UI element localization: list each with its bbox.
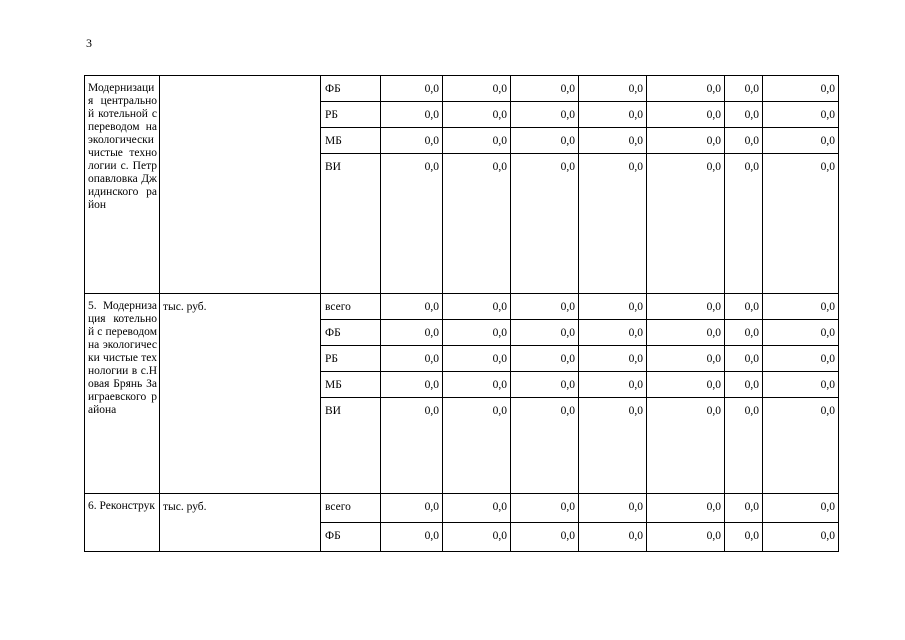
value-cell: 0,0: [511, 154, 579, 294]
value-cell: 0,0: [647, 320, 725, 346]
value-cell: 0,0: [579, 154, 647, 294]
value-cell: 0,0: [579, 523, 647, 552]
value-cell: 0,0: [763, 294, 839, 320]
measure-name: 5. Модернизация котельной с переводом на экологически чистые технологии в с.Новая Брянь Заиграевского района: [88, 300, 157, 416]
funding-source-cell: МБ: [321, 128, 381, 154]
value-cell: 0,0: [511, 494, 579, 523]
measure-name-cell: [85, 294, 160, 494]
value-cell: 0,0: [725, 102, 763, 128]
value-cell: 0,0: [443, 320, 511, 346]
funding-source-cell: всего: [321, 294, 381, 320]
value-cell: 0,0: [725, 372, 763, 398]
value-cell: 0,0: [647, 102, 725, 128]
value-cell: 0,0: [647, 154, 725, 294]
value-cell: 0,0: [647, 346, 725, 372]
value-cell: 0,0: [381, 320, 443, 346]
value-cell: 0,0: [579, 346, 647, 372]
value-cell: 0,0: [381, 102, 443, 128]
value-cell: 0,0: [381, 294, 443, 320]
measure-name: 6. Реконструк: [88, 500, 155, 512]
value-cell: 0,0: [443, 398, 511, 494]
funding-source-cell: ФБ: [321, 320, 381, 346]
table-row: [85, 494, 839, 523]
value-cell: 0,0: [647, 398, 725, 494]
value-cell: 0,0: [579, 320, 647, 346]
value-cell: 0,0: [511, 320, 579, 346]
funding-source-cell: ФБ: [321, 523, 381, 552]
value-cell: 0,0: [511, 523, 579, 552]
unit-cell: тыс. руб.: [160, 494, 321, 552]
value-cell: 0,0: [381, 76, 443, 102]
value-cell: 0,0: [511, 294, 579, 320]
value-cell: 0,0: [579, 76, 647, 102]
value-cell: 0,0: [763, 128, 839, 154]
value-cell: 0,0: [579, 128, 647, 154]
value-cell: 0,0: [381, 372, 443, 398]
table-row: [85, 294, 839, 320]
value-cell: 0,0: [763, 154, 839, 294]
value-cell: 0,0: [725, 523, 763, 552]
measure-name: Модернизация центральной котельной с переводом на экологически чистые технологии с. Петропавловка Джидинского район: [88, 82, 157, 211]
value-cell: 0,0: [511, 372, 579, 398]
value-cell: 0,0: [443, 346, 511, 372]
value-cell: 0,0: [647, 494, 725, 523]
value-cell: 0,0: [579, 294, 647, 320]
value-cell: 0,0: [381, 494, 443, 523]
value-cell: 0,0: [763, 494, 839, 523]
value-cell: 0,0: [763, 76, 839, 102]
value-cell: 0,0: [763, 523, 839, 552]
value-cell: 0,0: [511, 398, 579, 494]
funding-source-cell: ВИ: [321, 398, 381, 494]
value-cell: 0,0: [647, 294, 725, 320]
unit-cell: [160, 76, 321, 294]
value-cell: 0,0: [443, 154, 511, 294]
unit-cell: тыс. руб.: [160, 294, 321, 494]
value-cell: 0,0: [725, 346, 763, 372]
value-cell: 0,0: [381, 398, 443, 494]
value-cell: 0,0: [511, 76, 579, 102]
value-cell: 0,0: [725, 154, 763, 294]
measure-name-cell: [85, 76, 160, 294]
value-cell: 0,0: [381, 523, 443, 552]
funding-source-cell: ФБ: [321, 76, 381, 102]
value-cell: 0,0: [725, 294, 763, 320]
page-number: 3: [86, 36, 92, 50]
value-cell: 0,0: [381, 346, 443, 372]
value-cell: 0,0: [763, 346, 839, 372]
value-cell: 0,0: [579, 102, 647, 128]
value-cell: 0,0: [443, 523, 511, 552]
funding-source-cell: РБ: [321, 346, 381, 372]
value-cell: 0,0: [647, 76, 725, 102]
value-cell: 0,0: [443, 494, 511, 523]
value-cell: 0,0: [725, 398, 763, 494]
value-cell: 0,0: [725, 494, 763, 523]
value-cell: 0,0: [763, 320, 839, 346]
value-cell: 0,0: [579, 398, 647, 494]
value-cell: 0,0: [647, 523, 725, 552]
value-cell: 0,0: [443, 102, 511, 128]
funding-source-cell: РБ: [321, 102, 381, 128]
value-cell: 0,0: [763, 398, 839, 494]
value-cell: 0,0: [763, 102, 839, 128]
table-row: [85, 76, 839, 102]
value-cell: 0,0: [511, 128, 579, 154]
value-cell: 0,0: [443, 294, 511, 320]
funding-source-cell: МБ: [321, 372, 381, 398]
value-cell: 0,0: [511, 346, 579, 372]
value-cell: 0,0: [725, 128, 763, 154]
value-cell: 0,0: [443, 76, 511, 102]
funding-source-cell: всего: [321, 494, 381, 523]
measure-name-cell: [85, 494, 160, 552]
funding-source-cell: ВИ: [321, 154, 381, 294]
value-cell: 0,0: [511, 102, 579, 128]
value-cell: 0,0: [579, 494, 647, 523]
value-cell: 0,0: [647, 372, 725, 398]
value-cell: 0,0: [763, 372, 839, 398]
value-cell: 0,0: [381, 154, 443, 294]
value-cell: 0,0: [443, 128, 511, 154]
value-cell: 0,0: [443, 372, 511, 398]
funding-table: [84, 75, 839, 552]
value-cell: 0,0: [579, 372, 647, 398]
value-cell: 0,0: [725, 320, 763, 346]
value-cell: 0,0: [381, 128, 443, 154]
value-cell: 0,0: [725, 76, 763, 102]
value-cell: 0,0: [647, 128, 725, 154]
